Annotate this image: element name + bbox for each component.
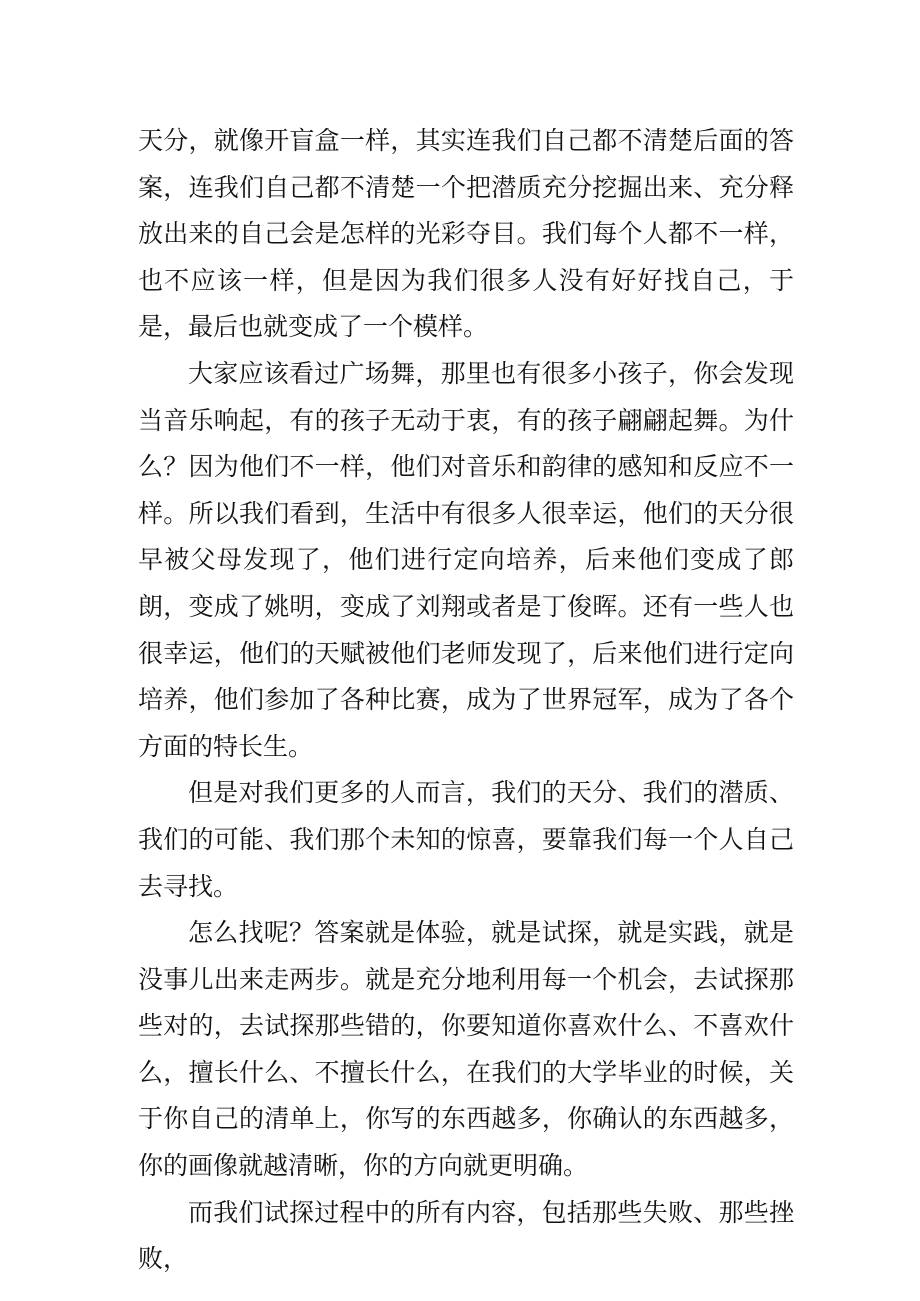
paragraph-5: 而我们试探过程中的所有内容，包括那些失败、那些挫败， xyxy=(138,1197,794,1274)
paragraph-4: 怎么找呢？答案就是体验，就是试探，就是实践，就是没事儿出来走两步。就是充分地利用每一个机会，去试探那些对的，去试探那些错的，你要知道你喜欢什么、不喜欢什么，擅长什么、不擅长什么，在我们的大学毕业的时候，关于你自己的清单上，你写的东西越多，你确认的东西越多，你的画像就越清晰，你的方向就更明确。 xyxy=(138,918,794,1181)
document-body xyxy=(138,118,794,1283)
paragraph-1: 天分，就像开盲盒一样，其实连我们自己都不清楚后面的答案，连我们自己都不清楚一个把潜质充分挖掘出来、充分释放出来的自己会是怎样的光彩夺目。我们每个人都不一样，也不应该一样，但是因为我们很多人没有好好找自己，于是，最后也就变成了一个模样。 xyxy=(138,126,794,342)
paragraph-2: 大家应该看过广场舞，那里也有很多小孩子，你会发现当音乐响起，有的孩子无动于衷，有的孩子翩翩起舞。为什么？因为他们不一样，他们对音乐和韵律的感知和反应不一样。所以我们看到，生活中有很多人很幸运，他们的天分很早被父母发现了，他们进行定向培养，后来他们变成了郎朗，变成了姚明，变成了刘翔或者是丁俊晖。还有一些人也很幸运，他们的天赋被他们老师发现了，后来他们进行定向培养，他们参加了各种比赛，成为了世界冠军，成为了各个方面的特长生。 xyxy=(138,358,794,761)
paragraph-3: 但是对我们更多的人而言，我们的天分、我们的潜质、我们的可能、我们那个未知的惊喜，要靠我们每一个人自己去寻找。 xyxy=(138,778,794,901)
